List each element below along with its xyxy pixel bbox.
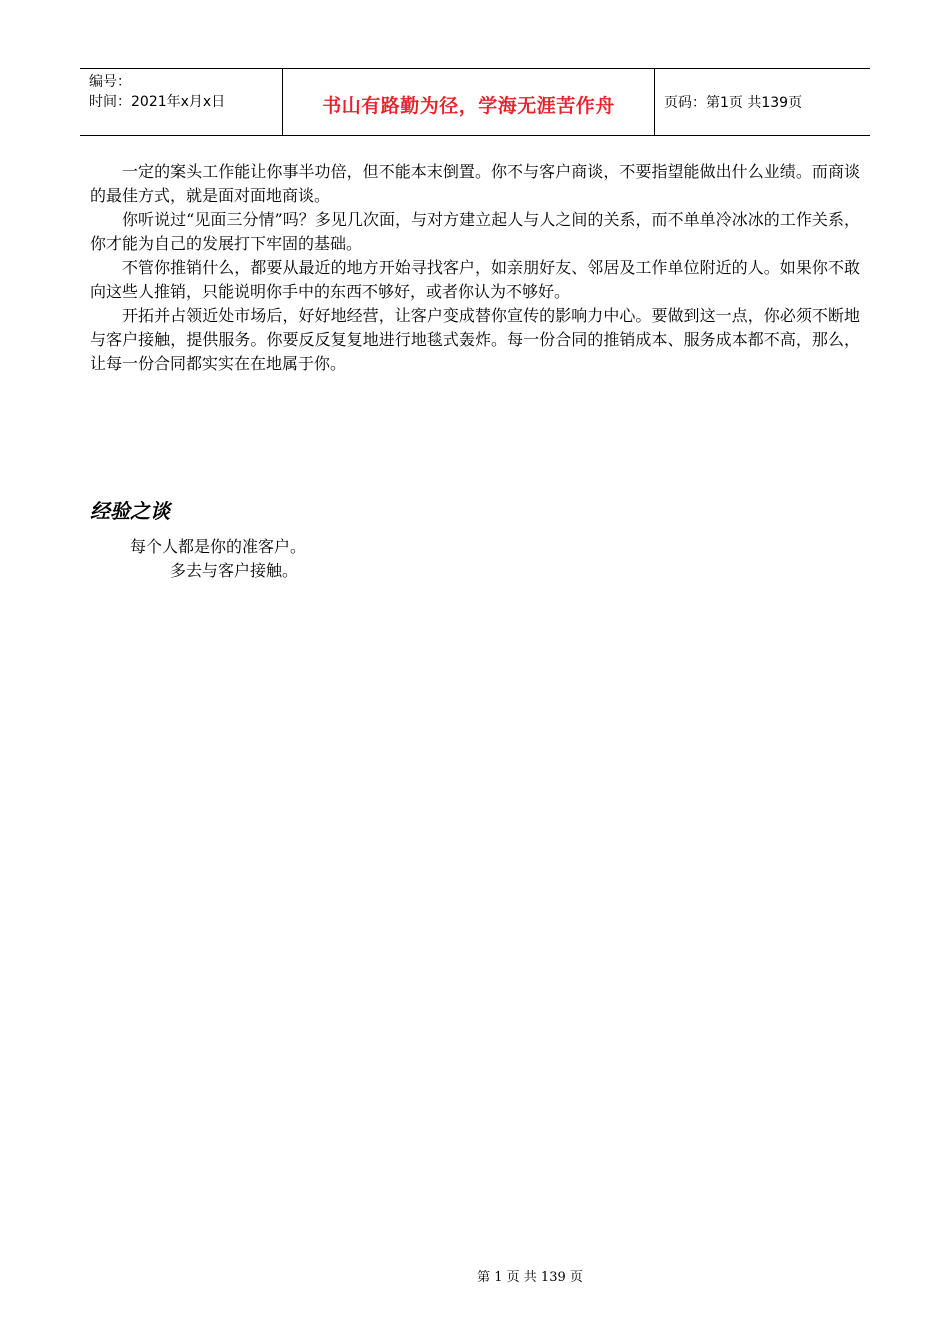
- page-footer: [0, 1266, 950, 1285]
- header-page-info: 页码：第1页 共139页: [664, 95, 803, 111]
- body-paragraph: 一定的案头工作能让你事半功倍，但不能本末倒置。你不与客户商谈，不要指望能做出什么业绩。而商谈的最佳方式，就是面对面地商谈。: [90, 162, 860, 205]
- header-meta-cell: [80, 69, 283, 135]
- body-paragraph: 你听说过“见面三分情”吗？多见几次面，与对方建立起人与人之间的关系，而不单单冷冰冰的工作关系，你才能为自己的发展打下牢固的基础。: [90, 210, 860, 253]
- section-title-experience: 经验之谈: [90, 499, 170, 523]
- body-content: [90, 160, 860, 376]
- header-page-cell: [655, 69, 870, 135]
- header-motto: 书山有路勤为径，学海无涯苦作舟: [322, 94, 615, 117]
- document-header: [80, 68, 870, 136]
- tip-item: 多去与客户接触。: [170, 561, 299, 580]
- body-paragraph: 开拓并占领近处市场后，好好地经营，让客户变成替你宣传的影响力中心。要做到这一点，你必须不断地与客户接触，提供服务。你要反反复复地进行地毯式轰炸。每一份合同的推销成本、服务成本都不高，那么，让每一份合同都实实在在地属于你。: [90, 306, 860, 373]
- header-motto-cell: [283, 69, 655, 135]
- serial-number-label: 编号：: [89, 74, 131, 90]
- footer-page-number: 第 1 页 共 139 页: [477, 1270, 583, 1285]
- experience-tips: [130, 535, 306, 583]
- tip-item: 每个人都是你的准客户。: [130, 537, 307, 556]
- date-line: 时间：2021年x月x日: [89, 94, 226, 110]
- body-paragraph: 不管你推销什么，都要从最近的地方开始寻找客户，如亲朋好友、邻居及工作单位附近的人。如果你不敢向这些人推销，只能说明你手中的东西不够好，或者你认为不够好。: [90, 258, 860, 301]
